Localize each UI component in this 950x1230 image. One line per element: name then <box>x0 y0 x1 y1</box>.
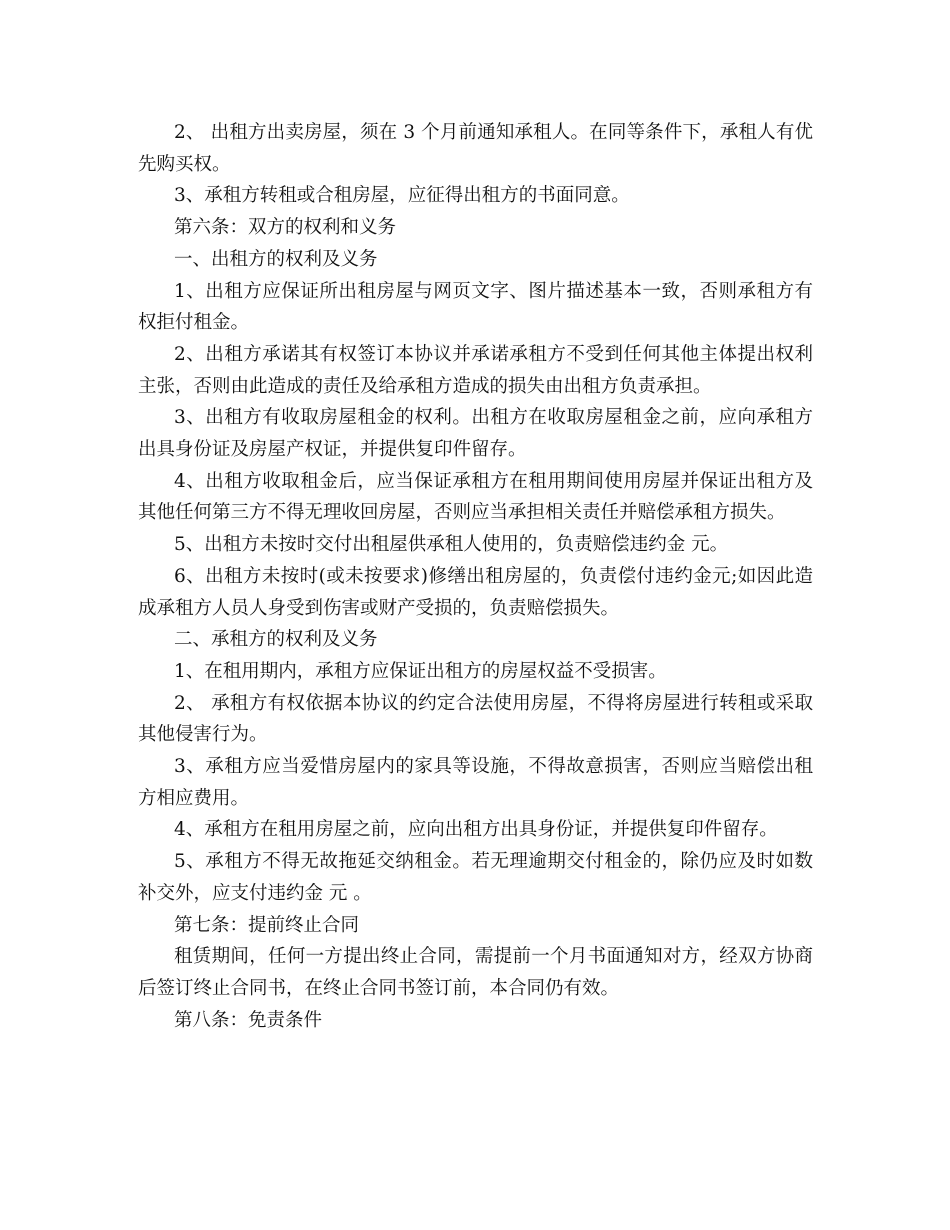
paragraph: 4、承租方在租用房屋之前，应向出租方出具身份证，并提供复印件留存。 <box>174 819 778 841</box>
paragraph: 二、承租方的权利及义务 <box>174 629 378 651</box>
paragraph: 1、在租用期内，承租方应保证出租方的房屋权益不受损害。 <box>174 660 667 682</box>
paragraph: 2、 承租方有权依据本协议的约定合法使用房屋，不得将房屋进行转租或采取其他侵害行为。 <box>138 692 813 746</box>
paragraph: 5、承租方不得无故拖延交纳租金。若无理逾期交付租金的，除仍应及时如数补交外，应支付违约金 元 。 <box>138 851 813 904</box>
paragraph: 2、 出租方出卖房屋，须在 3 个月前通知承租人。在同等条件下，承租人有优先购买权。 <box>138 122 813 175</box>
paragraph: 5、出租方未按时交付出租屋供承租人使用的，负责赔偿违约金 元。 <box>174 534 729 556</box>
paragraph: 6、出租方未按时(或未按要求)修缮出租房屋的，负责偿付违约金元;如因此造成承租方人员人身受到伤害或财产受损的，负责赔偿损失。 <box>138 565 813 619</box>
paragraph: 一、出租方的权利及义务 <box>174 248 378 270</box>
paragraph: 租赁期间，任何一方提出终止合同，需提前一个月书面通知对方，经双方协商后签订终止合同书，在终止合同书签订前，本合同仍有效。 <box>138 946 813 999</box>
paragraph: 4、出租方收取租金后，应当保证承租方在租用期间使用房屋并保证出租方及其他任何第三方不得无理收回房屋，否则应当承担相关责任并赔偿承租方损失。 <box>138 470 813 524</box>
paragraph: 第八条：免责条件 <box>174 1009 323 1031</box>
paragraph: 3、承租方转租或合租房屋，应征得出租方的书面同意。 <box>174 185 630 207</box>
paragraph: 3、承租方应当爱惜房屋内的家具等设施，不得故意损害，否则应当赔偿出租方相应费用。 <box>138 756 813 809</box>
paragraph: 1、出租方应保证所出租房屋与网页文字、图片描述基本一致，否则承租方有权拒付租金。 <box>138 280 813 334</box>
paragraph: 3、出租方有收取房屋租金的权利。出租方在收取房屋租金之前，应向承租方出具身份证及房屋产权证，并提供复印件留存。 <box>138 407 813 461</box>
paragraph: 2、出租方承诺其有权签订本协议并承诺承租方不受到任何其他主体提出权利主张，否则由此造成的责任及给承租方造成的损失由出租方负责承担。 <box>138 343 813 397</box>
paragraph: 第六条：双方的权利和义务 <box>174 217 397 239</box>
paragraph: 第七条：提前终止合同 <box>174 914 360 936</box>
